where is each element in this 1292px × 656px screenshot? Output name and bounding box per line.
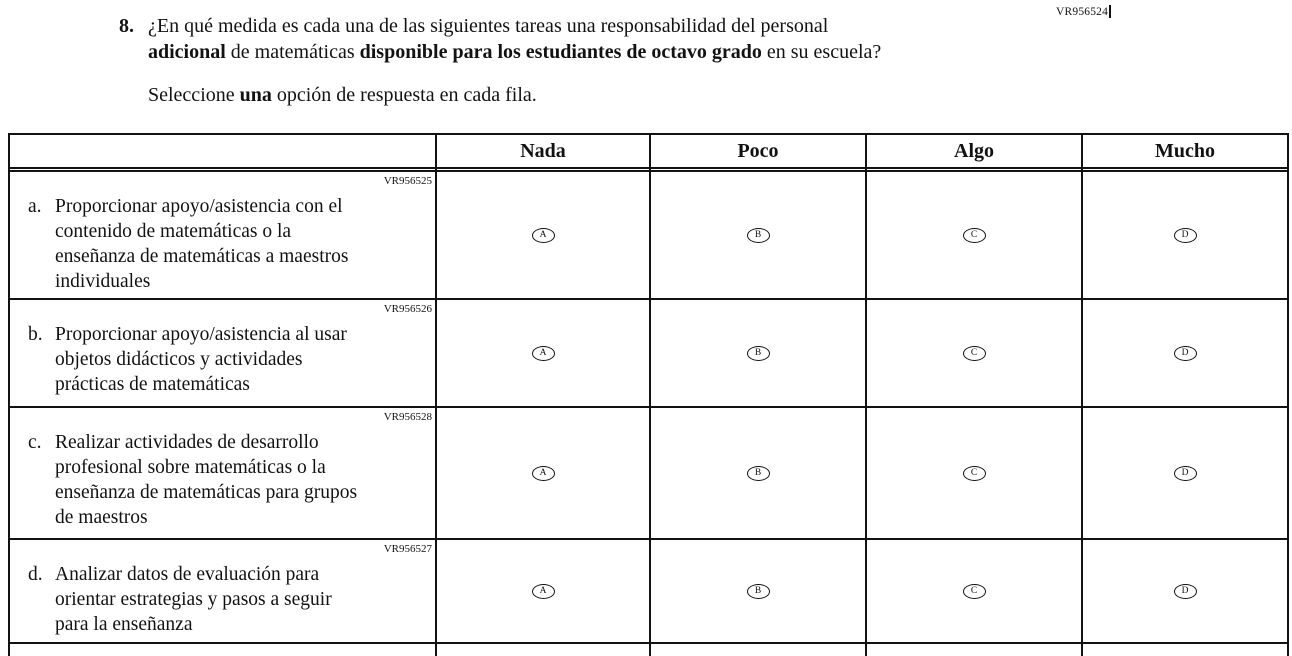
stem-line: profesional sobre matemáticas o la: [55, 457, 326, 478]
partial-cell: [437, 644, 651, 656]
row-a-stem-cell: [10, 172, 437, 298]
stem-line: Realizar actividades de desarrollo: [55, 432, 319, 453]
row-d-stem-cell: [10, 540, 437, 642]
double-rule-segment: [1083, 169, 1287, 170]
instruction-post: opción de respuesta en cada fila.: [271, 84, 537, 106]
option-bubble-c[interactable]: C: [963, 228, 986, 243]
question-line-2-mid: de matemáticas: [225, 41, 360, 63]
stem-line: individuales: [55, 271, 151, 292]
stem-line: Proporcionar apoyo/asistencia con el: [55, 196, 343, 217]
header-nada: Nada: [437, 135, 651, 167]
row-c-option-cell-mucho: [1083, 408, 1287, 538]
option-bubble-d[interactable]: D: [1174, 228, 1197, 243]
row-b-text: [28, 322, 433, 397]
option-bubble-c[interactable]: C: [963, 584, 986, 599]
question-line-2: [148, 39, 881, 65]
row-c-option-cell-poco: [651, 408, 867, 538]
response-matrix: [8, 133, 1289, 656]
stem-line: orientar estrategias y pasos a seguir: [55, 589, 332, 610]
row-a-code: VR956525: [383, 175, 432, 187]
row-b-option-cell-mucho: [1083, 300, 1287, 406]
partial-cell: [867, 644, 1083, 656]
table-row-b: [10, 300, 1287, 408]
option-bubble-d[interactable]: D: [1174, 346, 1197, 361]
row-b-letter: b.: [28, 324, 43, 345]
double-rule-segment: [867, 169, 1083, 170]
question-text: [148, 13, 881, 108]
option-bubble-c[interactable]: C: [963, 466, 986, 481]
option-bubble-a[interactable]: A: [532, 466, 555, 481]
row-b-lines: [55, 322, 347, 397]
page-code: [1056, 5, 1111, 18]
row-b-stem-cell: [10, 300, 437, 406]
row-b-option-cell-nada: [437, 300, 651, 406]
stem-line: para la enseñanza: [55, 614, 193, 635]
header-algo: Algo: [867, 135, 1083, 167]
header-poco: Poco: [651, 135, 867, 167]
double-rule-segment: [651, 169, 867, 170]
question-line-1: ¿En qué medida es cada una de las siguientes tareas una responsabilidad del personal: [148, 15, 829, 37]
option-bubble-a[interactable]: A: [532, 346, 555, 361]
instruction-pre: Seleccione: [148, 84, 240, 106]
row-a-option-cell-algo: [867, 172, 1083, 298]
row-d-option-cell-mucho: [1083, 540, 1287, 642]
stem-line: de maestros: [55, 507, 148, 528]
row-a-option-cell-mucho: [1083, 172, 1287, 298]
table-row-a: [10, 172, 1287, 300]
row-a-letter: a.: [28, 196, 42, 217]
double-rule-segment: [10, 169, 437, 170]
option-bubble-b[interactable]: B: [747, 466, 770, 481]
row-a-option-cell-nada: [437, 172, 651, 298]
row-d-code: VR956527: [383, 543, 432, 555]
instruction-line: [148, 82, 881, 108]
question-block: [119, 13, 881, 108]
table-row-d: [10, 540, 1287, 644]
header-mucho: Mucho: [1155, 139, 1215, 162]
row-c-option-cell-algo: [867, 408, 1083, 538]
row-c-stem-cell: [10, 408, 437, 538]
row-a-option-cell-poco: [651, 172, 867, 298]
row-a-lines: [55, 194, 348, 294]
option-bubble-b[interactable]: B: [747, 346, 770, 361]
row-d-option-cell-algo: [867, 540, 1083, 642]
row-d-lines: [55, 562, 332, 637]
option-bubble-b[interactable]: B: [747, 584, 770, 599]
stem-line: enseñanza de matemáticas para grupos: [55, 482, 358, 503]
instruction-bold-una: una: [239, 84, 272, 106]
question-bold-disponible: disponible para los estudiantes de octavo grado: [359, 41, 762, 63]
stem-line: contenido de matemáticas o la: [55, 221, 292, 242]
row-a-text: [28, 194, 433, 294]
row-c-text: [28, 430, 433, 530]
stem-line: prácticas de matemáticas: [55, 374, 250, 395]
row-d-letter: d.: [28, 564, 43, 585]
table-row-c: [10, 408, 1287, 540]
text-cursor: [1109, 5, 1111, 18]
stem-line: enseñanza de matemáticas a maestros: [55, 246, 349, 267]
row-d-option-cell-nada: [437, 540, 651, 642]
table-row-partial: [10, 644, 1287, 656]
option-bubble-b[interactable]: B: [747, 228, 770, 243]
page-code-text: VR956524: [1056, 5, 1109, 18]
row-d-option-cell-poco: [651, 540, 867, 642]
option-bubble-c[interactable]: C: [963, 346, 986, 361]
option-bubble-d[interactable]: D: [1174, 584, 1197, 599]
table-header-row: [10, 135, 1287, 169]
option-bubble-d[interactable]: D: [1174, 466, 1197, 481]
partial-cell: [1083, 644, 1287, 656]
partial-stem-cell: [10, 644, 437, 656]
option-bubble-a[interactable]: A: [532, 228, 555, 243]
row-b-code: VR956526: [383, 303, 432, 315]
partial-cell: [651, 644, 867, 656]
question-bold-adicional: adicional: [148, 41, 226, 63]
row-c-option-cell-nada: [437, 408, 651, 538]
row-c-code: VR956528: [383, 411, 432, 423]
question-line-2-end: en su escuela?: [761, 41, 882, 63]
option-bubble-a[interactable]: A: [532, 584, 555, 599]
header-stem-cell: [10, 135, 437, 167]
double-rule-segment: [437, 169, 651, 170]
stem-line: Proporcionar apoyo/asistencia al usar: [55, 324, 347, 345]
stem-line: objetos didácticos y actividades: [55, 349, 303, 370]
question-number: 8.: [119, 15, 134, 37]
row-d-text: [28, 562, 433, 637]
row-c-lines: [55, 430, 357, 530]
row-b-option-cell-poco: [651, 300, 867, 406]
stem-line: Analizar datos de evaluación para: [55, 564, 320, 585]
row-c-letter: c.: [28, 432, 42, 453]
row-b-option-cell-algo: [867, 300, 1083, 406]
